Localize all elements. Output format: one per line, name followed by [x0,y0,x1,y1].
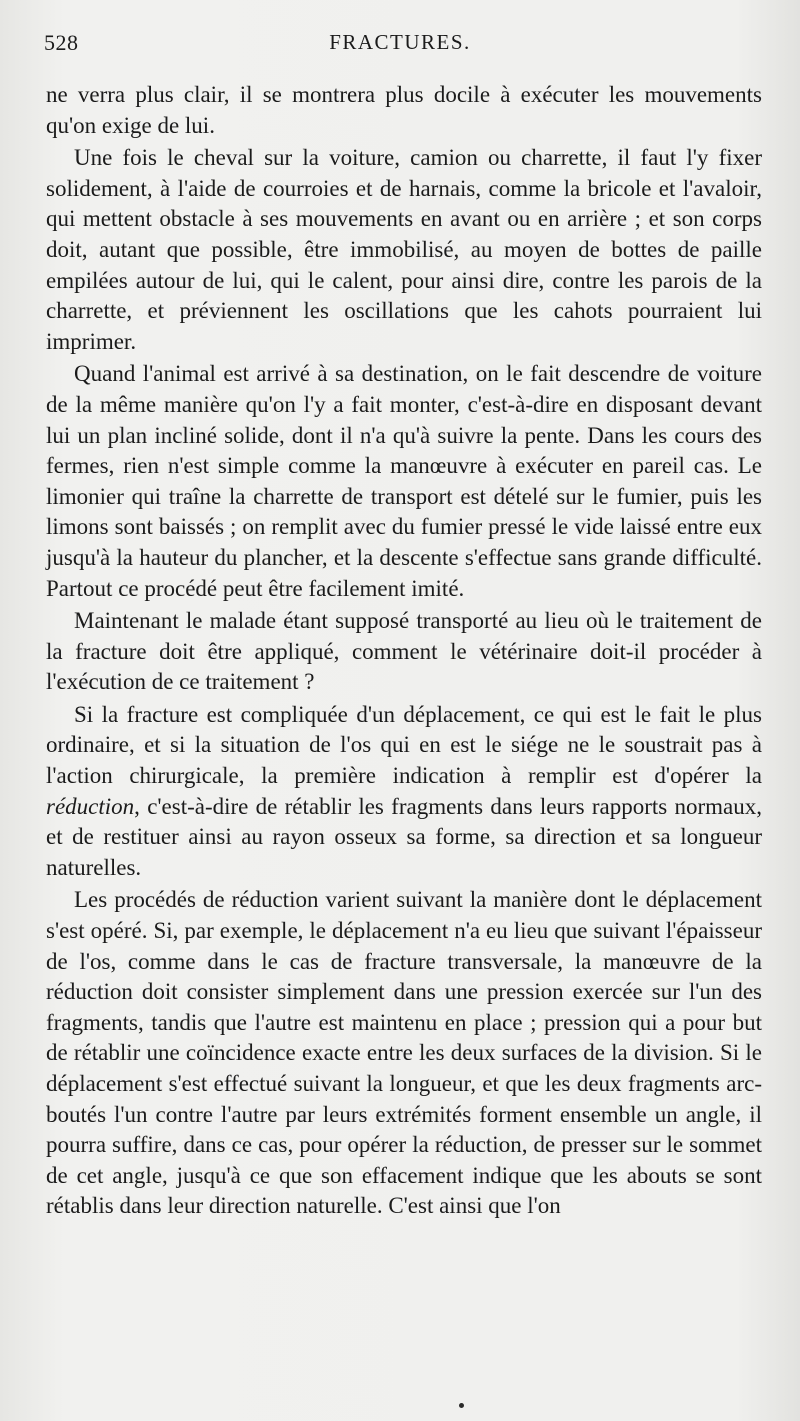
reduction-text-before: Si la fracture est compliquée d'un déplacement, ce qui est le fait le plus ordinaire, et si la situation de l'os qui en est le siége ne le soustrait pas à l'action chirurgicale, la première indication à remplir est d'opérer la [46,701,762,789]
paragraph-continuation: ne verra plus clair, il se montrera plus docile à exécuter les mouvements qu'on exige de lui. [46,82,762,138]
paragraph-reduction-methods: Les procédés de réduction varient suivant la manière dont le déplacement s'est opéré. Si, par exemple, le déplacement n'a eu lieu que suivant l'épaisseur de l'os, comme dans le cas de fracture transversale, la manœuvre de la réduction doit consister simplement dans une pression exercée sur l'un des fragments, tandis que l'autre est maintenu en place ; pression qui a pour but de rétablir une coïncidence exacte entre les deux surfaces de la division. Si le déplacement s'est effectué suivant la longueur, et que les deux fragments arc-boutés l'un contre l'autre par leurs extrémités forment ensemble un angle, il pourra suffire, dans ce cas, pour opérer la réduction, de presser sur le sommet de cet angle, jusqu'à ce que son effacement indique que les abouts se sont rétablis dans leur direction naturelle. C'est ainsi que l'on [46,887,762,1219]
reduction-emphasis: réduction [46,793,135,819]
printer-mark [459,1403,464,1408]
paragraph-arrival: Quand l'animal est arrivé à sa destination, on le fait descendre de voiture de la même manière qu'on l'y a fait monter, c'est-à-dire en disposant devant lui un plan incliné solide, dont il n'a qu'à suivre la pente. Dans les cours des fermes, rien n'est simple comme la manœuvre à exécuter en pareil cas. Le limonier qui traîne la charrette de transport est dételé sur le fumier, puis les limons sont baissés ; on remplit avec du fumier pressé le vide laissé entre eux jusqu'à la hauteur du plancher, et la descente s'effectue sans grande difficulté. Partout ce procédé peut être facilement imité. [46,361,762,601]
paragraph-horse-on-cart: Une fois le cheval sur la voiture, camion ou charrette, il faut l'y fixer solidement, à l'aide de courroies et de harnais, comme la bricole et l'avaloir, qui mettent obstacle à ses mouvements en avant ou en arrière ; et son corps doit, autant que possible, être immobilisé, au moyen de bottes de paille empilées autour de lui, qui le calent, pour ainsi dire, contre les parois de la charrette, et préviennent les oscillations que les cahots pourraient lui imprimer. [46,145,762,354]
paragraph-treatment-question: Maintenant le malade étant supposé transporté au lieu où le traitement de la fracture doit être appliqué, comment le vétérinaire doit-il procéder à l'exécution de ce traitement ? [46,608,762,695]
paragraph-reduction [46,700,762,884]
running-title: FRACTURES. [329,30,471,54]
reduction-text-after: , c'est-à-dire de rétablir les fragments dans leurs rapports normaux, et de restituer ainsi au rayon osseux sa forme, sa direction et sa longueur naturelles. [46,793,762,880]
page-number: 528 [44,30,79,55]
body-text [46,80,762,1222]
